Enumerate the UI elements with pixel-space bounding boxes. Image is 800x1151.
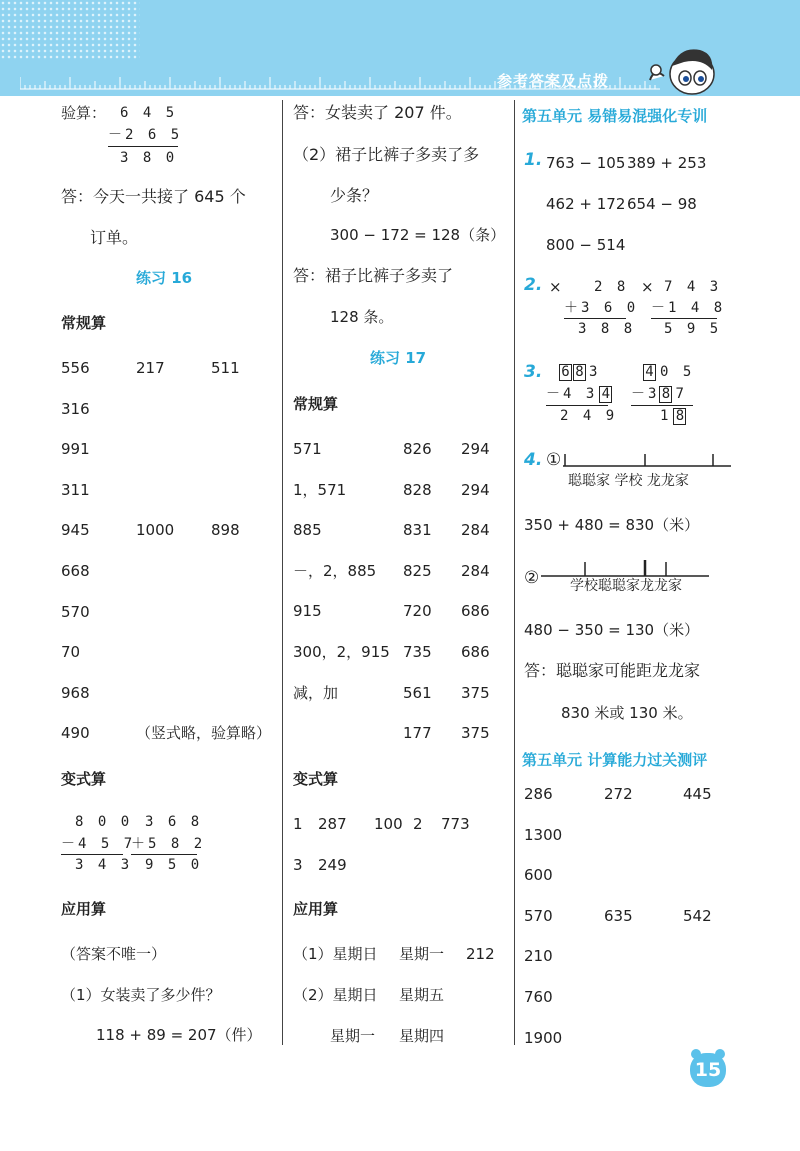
test-cell-r4-c3: 542 [683,906,712,925]
applied-q1-equation: 118 + 89 = 207（件） [96,1026,262,1044]
routine17-cell-r1-c1: 571 [293,440,322,458]
unit5-practice-title: 第五单元 易错易混强化专训 [522,107,708,125]
q2-line-1: （2）裙子比裤子多卖了多 [293,145,480,164]
q2-a-row-2: ＋3 6 0 [564,300,639,316]
page-number: 15 [690,1053,726,1087]
mascot-icon [640,40,730,96]
applied17-cell-r1-c2: 星期一 [399,945,445,963]
test-cell-r1-c2: 272 [604,785,633,803]
q2-b-row-2: －1 4 8 [651,300,726,316]
applied-title-16: 应用算 [61,900,107,918]
q4-circle-1: ① [546,450,562,470]
q3-b-mid-box: 8 [659,386,672,403]
q1-number: 1. [524,150,543,170]
q2-b-row-1: 7 4 3 [664,279,722,295]
routine17-cell-r2-c1: 1，571 [293,480,347,499]
routine16-cell-r2-c1: 316 [61,399,90,418]
routine17-cell-r3-c3: 284 [461,521,490,540]
applied17-cell-r3-c2: 星期四 [399,1027,445,1045]
routine17-cell-r5-c3: 686 [461,602,490,621]
header-title: 参考答案及点拨 [497,72,610,90]
routine17-cell-r8-c3: 375 [461,724,490,743]
routine16-cell-r5-c2: 1000 [136,521,175,540]
answer-orders: 答：今天一共接了 645 个 [61,187,246,206]
q3-b-top-digits: 0 5 [660,364,695,380]
q3-b-result-box: 8 [673,408,686,425]
q4-circle-2: ② [524,568,540,588]
dot-pattern [0,0,140,60]
applied17-cell-r3-c1: 星期一 [330,1027,376,1045]
applied17-cell-r1-c1: （1）星期日 [293,945,378,963]
routine17-cell-r4-c1: －，2，885 [293,561,377,580]
routine16-cell-r5-c1: 945 [61,521,90,540]
answer-skirts-cont: 128 条。 [330,308,394,326]
routine16-cell-r3-c1: 991 [61,440,90,459]
q3-a-top-box-1: 6 [559,364,572,381]
routine16-cell-r7-c1: 570 [61,602,90,621]
q4-equation-1: 350 + 480 = 830（米） [524,516,700,534]
routine-title-17: 常规算 [293,395,339,413]
q2-mark-b: × [641,278,654,296]
routine17-cell-r3-c2: 831 [403,521,432,540]
q4-equation-2: 480 − 350 = 130（米） [524,621,700,639]
routine16-cell-r8-c1: 70 [61,643,81,662]
variant17-cell-r2-c1: 3 [293,856,303,874]
variant-title-17: 变式算 [293,770,339,788]
q3-a-top-box-2: 8 [573,364,586,381]
test-cell-r6-c1: 760 [524,988,553,1006]
variant17-cell-r1-c2: 287 [318,815,347,833]
routine17-cell-r3-c1: 885 [293,521,322,540]
exercise-16-title: 练习 16 [136,269,193,287]
routine16-cell-r10-c1: 490 [61,724,90,743]
column-divider-1 [282,100,283,1045]
routine16-cell-r1-c3: 511 [211,359,240,377]
applied-note: （答案不唯一） [61,945,167,963]
q3-b-result [660,406,687,426]
variant17-cell-r2-c2: 249 [318,856,347,874]
routine16-cell-r6-c1: 668 [61,562,90,580]
test-cell-r4-c1: 570 [524,906,553,925]
routine16-cell-r1-c2: 217 [136,359,165,377]
variant-a-row-2: －4 5 7 [61,836,136,852]
test-cell-r1-c3: 445 [683,785,712,803]
routine17-cell-r7-c1: 减，加 [293,683,339,702]
routine16-cell-r9-c1: 968 [61,683,90,702]
q2-line-2: 少条？ [330,186,379,205]
q1-cell-r3-c1: 800 − 514 [546,236,626,254]
routine17-cell-r1-c2: 826 [403,440,432,458]
q2-equation: 300 − 172 = 128（条） [330,226,506,244]
routine17-cell-r2-c2: 828 [403,480,432,499]
q4-labels-2: 学校聪聪家龙龙家 [570,578,682,594]
number-line-1 [563,450,733,470]
q3-a-mid-digits: －4 3 [546,386,598,402]
q1-cell-r2-c2: 654 − 98 [627,195,697,213]
check-label: 验算： [61,104,107,122]
routine-title-16: 常规算 [61,314,107,332]
q2-b-row-3: 5 9 5 [664,321,722,337]
routine16-cell-r1-c1: 556 [61,359,90,377]
routine17-cell-r1-c3: 294 [461,440,490,458]
test-cell-r5-c1: 210 [524,947,553,966]
answer-women-clothes: 答：女装卖了 207 件。 [293,103,462,122]
q4-labels-1: 聪聪家 学校 龙龙家 [568,473,689,489]
q4-answer: 答：聪聪家可能距龙龙家 [524,661,701,680]
routine17-cell-r4-c2: 825 [403,561,432,580]
routine17-cell-r5-c2: 720 [403,602,432,621]
variant17-cell-r1-c5: 773 [441,815,470,833]
q3-a-mid-box: 4 [599,386,612,403]
answer-orders-cont: 订单。 [90,228,139,247]
applied17-cell-r2-c1: （2）星期日 [293,986,378,1004]
q2-a-row-1: 2 8 [594,279,629,295]
q1-cell-r2-c1: 462 + 172 [546,195,626,213]
q2-number: 2. [524,275,543,295]
check-row-2: －2 6 5 [108,127,183,143]
page-header [0,0,800,96]
routine16-cell-r4-c1: 311 [61,480,90,499]
test-cell-r2-c1: 1300 [524,825,563,844]
applied17-cell-r1-c3: 212 [466,945,495,963]
q3-a-top [559,362,597,382]
q4-answer-cont: 830 米或 130 米。 [561,704,693,722]
variant17-cell-r1-c3: 100 [374,815,403,833]
q3-a-result: 2 4 9 [560,408,618,424]
q3-b-top [643,362,694,382]
routine17-cell-r6-c1: 300，2，915 [293,643,390,661]
applied-q1: （1）女装卖了多少件？ [61,986,221,1004]
routine17-cell-r5-c1: 915 [293,602,322,621]
applied-title-17: 应用算 [293,900,339,918]
variant-a-row-1: 8 0 0 [75,814,133,830]
routine17-cell-r6-c3: 686 [461,643,490,661]
variant17-cell-r1-c4: 2 [413,815,423,833]
exercise-17-title: 练习 17 [370,349,427,367]
variant-b-row-1: 3 6 8 [145,814,203,830]
q3-b-mid-digit: 7 [675,386,687,402]
routine17-cell-r8-c2: 177 [403,724,432,743]
q3-b-mid-digits: －3 [631,386,660,402]
q3-a-top-digit: 3 [589,364,598,380]
test-cell-r3-c1: 600 [524,866,553,885]
q3-b-result-digit: 1 [660,408,672,424]
routine16-cell-r5-c3: 898 [211,521,240,540]
variant17-cell-r1-c1: 1 [293,815,303,833]
q1-cell-r1-c2: 389 + 253 [627,154,707,172]
routine17-cell-r4-c3: 284 [461,561,490,580]
routine17-cell-r7-c3: 375 [461,683,490,702]
test-cell-r7-c1: 1900 [524,1028,563,1047]
routine16-cell-r10-c2: （竖式略，验算略） [136,724,272,743]
variant-title-16: 变式算 [61,770,107,788]
q2-a-row-3: 3 8 8 [578,321,636,337]
routine17-cell-r6-c2: 735 [403,643,432,661]
column-divider-2 [514,100,515,1045]
check-row-1: 6 4 5 [120,105,178,121]
variant-a-row-3: 3 4 3 [75,857,133,873]
variant-b-row-3: 9 5 0 [145,857,203,873]
applied17-cell-r2-c2: 星期五 [399,986,445,1004]
test-cell-r1-c1: 286 [524,785,553,803]
q3-b-mid [631,384,687,404]
routine17-cell-r2-c3: 294 [461,480,490,499]
q3-b-top-box: 4 [643,364,656,381]
q2-mark-a: × [549,278,562,296]
answer-skirts: 答：裙子比裤子多卖了 [293,266,454,285]
q3-number: 3. [524,362,543,382]
check-row-3: 3 8 0 [120,150,178,166]
routine17-cell-r7-c2: 561 [403,683,432,702]
check-bar [108,146,178,147]
q1-cell-r1-c1: 763 − 105 [546,154,626,172]
test-cell-r4-c2: 635 [604,906,633,925]
q4-number: 4. [524,450,543,470]
unit5-test-title: 第五单元 计算能力过关测评 [522,751,708,769]
q3-a-mid [546,384,613,404]
variant-b-row-2: ＋5 8 2 [131,836,206,852]
